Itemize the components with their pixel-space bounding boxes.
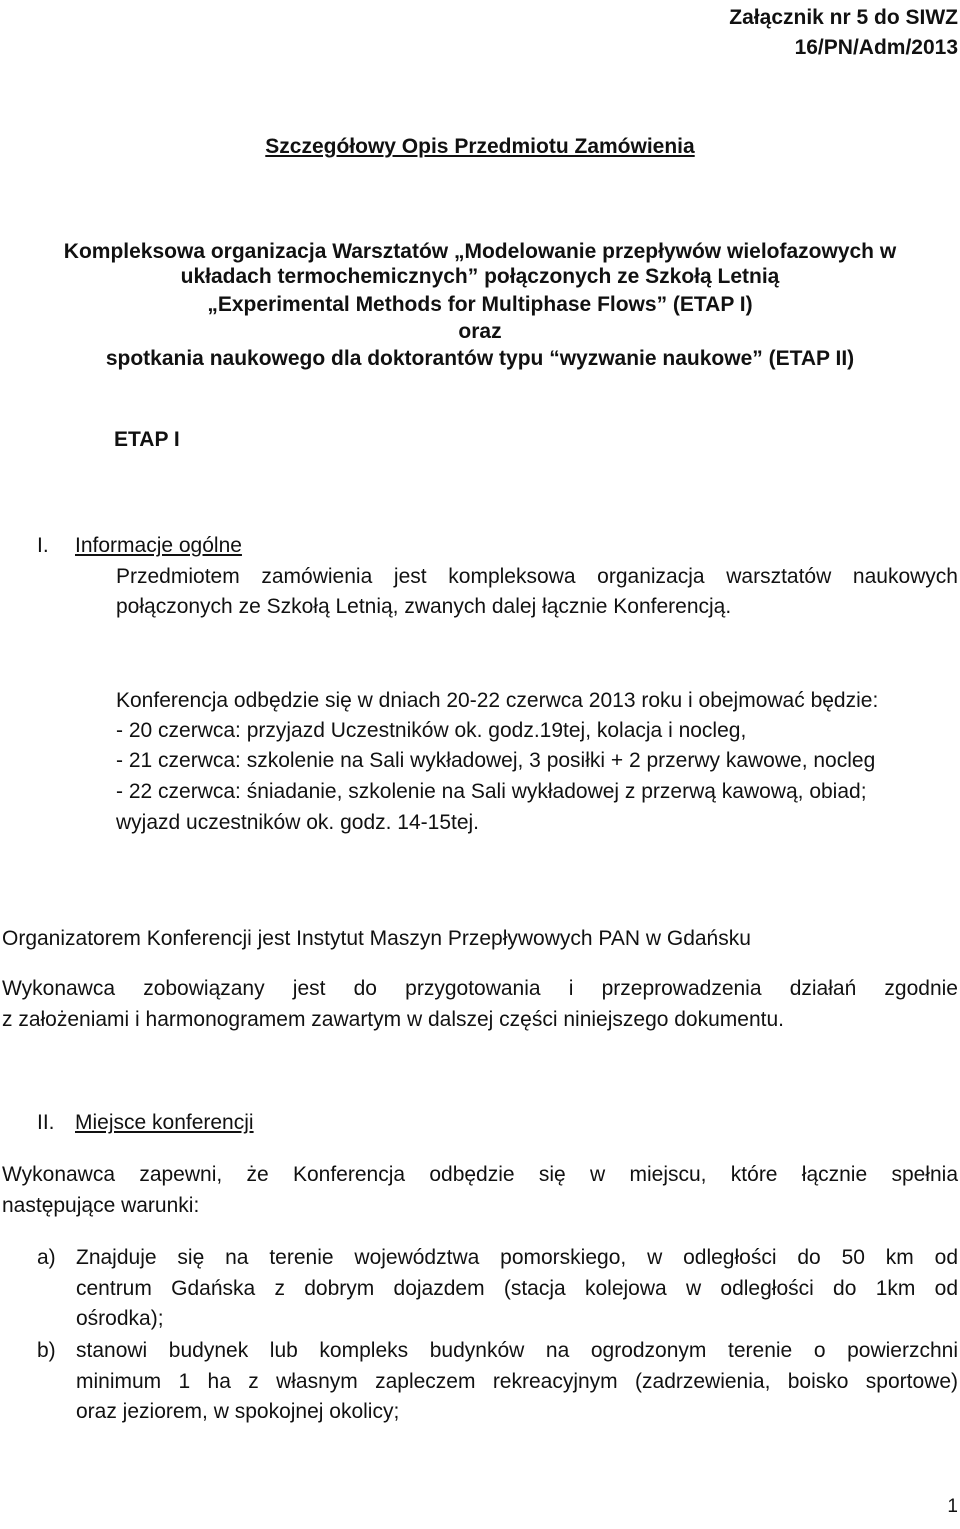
section-1-para1-line: połączonych ze Szkołą Letnią, zwanych dalej łącznie Konferencją. xyxy=(116,595,732,618)
organizer-text: Organizatorem Konferencji jest Instytut Maszyn Przepływowych PAN w Gdańsku xyxy=(2,927,751,950)
section-1-number: I. xyxy=(37,534,49,557)
list-marker: b) xyxy=(37,1339,56,1362)
schedule-item: - 22 czerwca: śniadanie, szkolenie na Sali wykładowej z przerwą kawową, obiad; xyxy=(116,780,867,803)
reference-number: 16/PN/Adm/2013 xyxy=(794,36,958,59)
section-2-intro-line: następujące warunki: xyxy=(2,1194,200,1217)
stage-label: ETAP I xyxy=(114,428,180,451)
list-item-line: stanowi budynek lub kompleks budynków na ogrodzonym terenie o powierzchni xyxy=(76,1339,958,1362)
attachment-label: Załącznik nr 5 do SIWZ xyxy=(729,6,958,29)
section-2-heading: Miejsce konferencji xyxy=(75,1111,254,1134)
schedule-item: wyjazd uczestników ok. godz. 14-15tej. xyxy=(116,811,480,834)
subject-line-2: układach termochemicznych” połączonych ze Szkołą Letnią xyxy=(180,265,780,288)
list-item-line: Znajduje się na terenie województwa pomorskiego, w odległości do 50 km od xyxy=(76,1246,958,1269)
page-number: 1 xyxy=(947,1496,958,1517)
contractor-line: z założeniami i harmonogramem zawartym w dalszej części niniejszego dokumentu. xyxy=(2,1008,784,1031)
subject-line-3: „Experimental Methods for Multiphase Flows” (ETAP I) xyxy=(207,293,753,316)
section-2-intro-line: Wykonawca zapewni, że Konferencja odbędzie się w miejscu, które łącznie spełnia xyxy=(2,1163,958,1186)
subject-line-5: spotkania naukowego dla doktorantów typu “wyzwanie naukowe” (ETAP II) xyxy=(105,347,855,370)
section-2-number: II. xyxy=(37,1111,55,1134)
list-item-line: centrum Gdańska z dobrym dojazdem (stacja kolejowa w odległości do 1km od xyxy=(76,1277,958,1300)
schedule-item: - 21 czerwca: szkolenie na Sali wykładowej, 3 posiłki + 2 przerwy kawowe, nocleg xyxy=(116,749,876,772)
list-item-line: ośrodka); xyxy=(76,1307,164,1330)
schedule-intro: Konferencja odbędzie się w dniach 20-22 czerwca 2013 roku i obejmować będzie: xyxy=(116,689,879,712)
schedule-item: - 20 czerwca: przyjazd Uczestników ok. godz.19tej, kolacja i nocleg, xyxy=(116,719,747,742)
subject-line-1: Kompleksowa organizacja Warsztatów „Modelowanie przepływów wielofazowych w xyxy=(63,240,897,263)
section-1-para1-line: Przedmiotem zamówienia jest kompleksowa organizacja warsztatów naukowych xyxy=(116,565,958,588)
contractor-line: Wykonawca zobowiązany jest do przygotowania i przeprowadzenia działań zgodnie xyxy=(2,977,958,1000)
section-1-heading: Informacje ogólne xyxy=(75,534,242,557)
list-item-line: minimum 1 ha z własnym zapleczem rekreacyjnym (zadrzewienia, boisko sportowe) xyxy=(76,1370,958,1393)
document-title: Szczegółowy Opis Przedmiotu Zamówienia xyxy=(265,135,695,158)
subject-line-4: oraz xyxy=(458,320,502,343)
list-marker: a) xyxy=(37,1246,56,1269)
list-item-line: oraz jeziorem, w spokojnej okolicy; xyxy=(76,1400,400,1423)
